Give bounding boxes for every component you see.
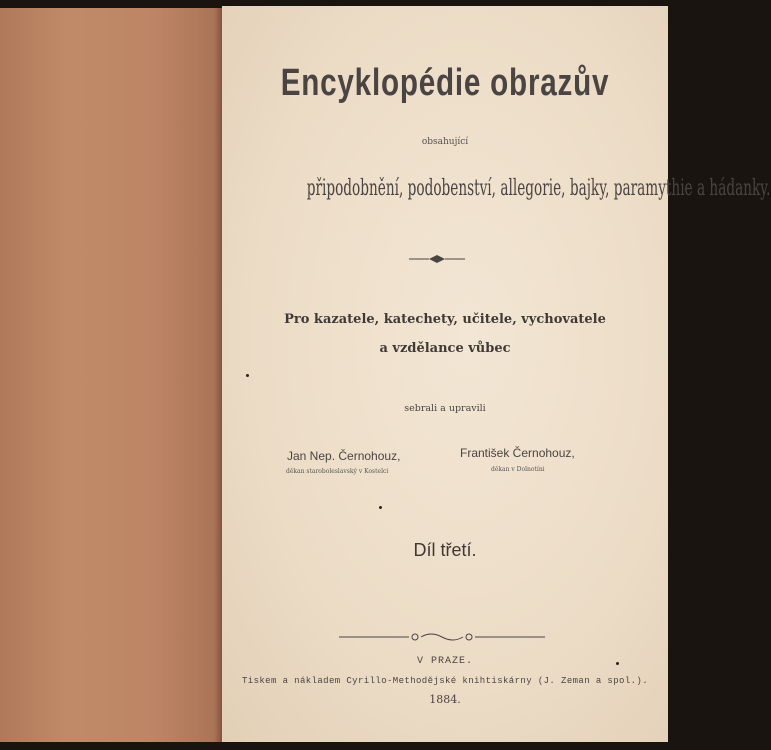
cover-edge — [214, 8, 222, 742]
ink-speck — [616, 662, 619, 665]
book-title: Encyklopédie obrazův — [280, 62, 610, 104]
book-cover — [0, 8, 222, 742]
title-page — [222, 6, 771, 742]
book-subtitle: připodobnění, podobenství, allegorie, bajky, paramythie a hádanky. — [306, 176, 771, 201]
containing-label: obsahující — [421, 137, 469, 147]
volume-label: Díl třetí. — [413, 540, 477, 560]
audience-line-2: a vzdělance vůbec — [379, 341, 511, 356]
ink-speck — [246, 374, 249, 377]
audience-line-1: Pro kazatele, katechety, učitele, vychovatele — [284, 312, 606, 327]
ornament-divider-icon — [409, 254, 465, 264]
publication-place: V PRAZE. — [416, 656, 473, 667]
author-name: František Černohouz, — [460, 446, 575, 460]
ornament-rule-icon — [339, 630, 545, 644]
ink-speck — [379, 506, 382, 509]
collected-by-label: sebrali a upravili — [404, 403, 486, 414]
publication-year: 1884. — [429, 693, 461, 706]
printer-line: Tiskem a nákladem Cyrillo-Methodějské knihtiskárny (J. Zeman a spol.). — [241, 676, 649, 686]
author-role: děkan v Dolnotíni — [491, 466, 545, 473]
author-name: Jan Nep. Černohouz, — [287, 449, 401, 463]
author-role: děkan staroboleslavský v Kostelci — [286, 468, 389, 475]
